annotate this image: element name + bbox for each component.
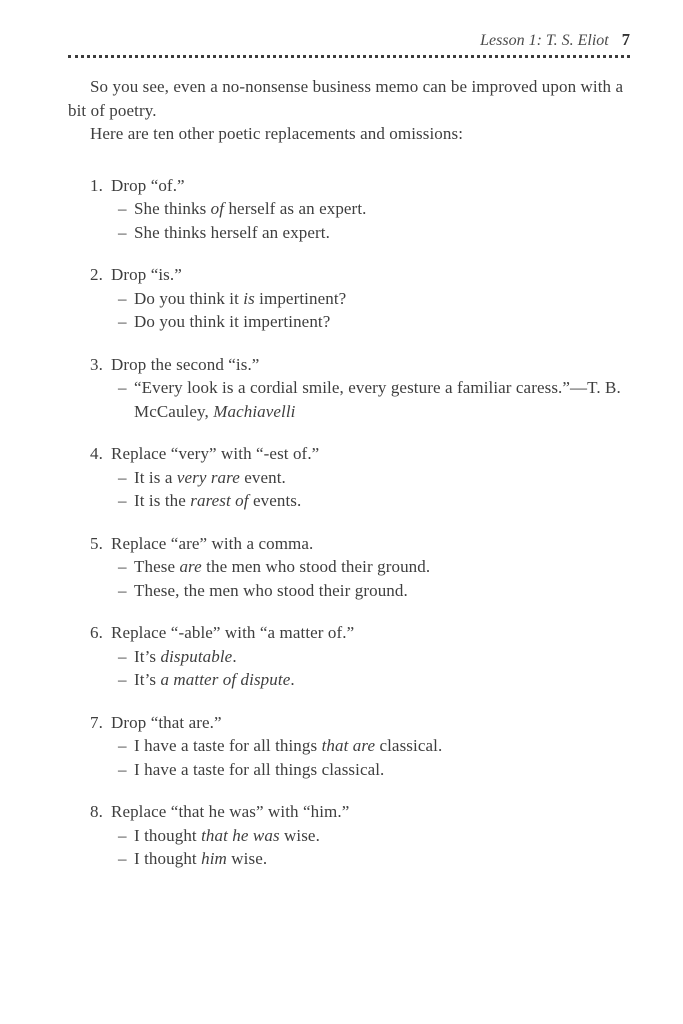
dash-glyph: –	[118, 288, 127, 308]
dash-glyph: –	[118, 222, 127, 242]
example-line	[90, 555, 630, 579]
dash-glyph: –	[118, 557, 127, 576]
list-item	[68, 800, 630, 871]
example-text: It is a very rare event.	[134, 467, 286, 487]
item-number: 2.	[90, 265, 103, 284]
item-title-row	[90, 800, 630, 824]
running-head	[68, 30, 630, 50]
example-text: Do you think it is impertinent?	[134, 288, 347, 308]
example-text: She thinks herself an expert.	[134, 222, 330, 242]
example-line	[90, 287, 630, 311]
dash-glyph: –	[118, 199, 127, 218]
list-item	[68, 711, 630, 782]
item-title: Replace “very” with “-est of.”	[111, 444, 320, 463]
item-number: 7.	[90, 712, 103, 732]
lesson-title: Lesson 1: T. S. Eliot	[480, 32, 609, 49]
list-item	[68, 442, 630, 513]
example-line	[90, 197, 630, 221]
example-text: I have a taste for all things that are classical.	[134, 736, 443, 755]
list-item	[68, 353, 630, 424]
list-item	[68, 174, 630, 245]
intro-paragraph: So you see, even a no-nonsense business memo can be improved upon with a bit of poetry.	[68, 77, 624, 120]
example-line	[90, 489, 630, 513]
list-item	[68, 621, 630, 692]
dash-glyph: –	[118, 825, 127, 845]
example-text: These, the men who stood their ground.	[134, 580, 408, 600]
item-number: 4.	[90, 444, 103, 463]
item-title: Drop “that are.”	[111, 712, 222, 732]
example-text: I have a taste for all things classical.	[134, 759, 385, 779]
example-line	[90, 758, 630, 782]
item-title-row	[90, 621, 630, 645]
item-title: Drop “of.”	[111, 175, 185, 195]
example-text: These are the men who stood their ground.	[134, 557, 431, 576]
example-text: “Every look is a cordial smile, every gesture a familiar caress.”—T. B. McCauley, Machiavelli	[134, 378, 621, 421]
dash-glyph: –	[118, 759, 127, 779]
dash-glyph: –	[118, 467, 127, 487]
example-text: She thinks of herself as an expert.	[134, 199, 367, 218]
intro-paragraph: Here are ten other poetic replacements and omissions:	[90, 124, 464, 143]
example-text: I thought him wise.	[134, 849, 268, 868]
item-title: Drop “is.”	[111, 265, 182, 284]
item-title-row	[90, 442, 630, 466]
item-title: Replace “are” with a comma.	[111, 533, 314, 553]
list-item	[68, 263, 630, 334]
example-line	[90, 221, 630, 245]
intro-section	[68, 75, 630, 146]
dash-glyph: –	[118, 312, 127, 331]
example-line	[90, 734, 630, 758]
example-line	[90, 668, 630, 692]
item-title-row	[90, 532, 630, 556]
dash-glyph: –	[118, 580, 127, 600]
example-text: It’s a matter of dispute.	[134, 670, 295, 689]
item-number: 3.	[90, 354, 103, 374]
dash-glyph: –	[118, 736, 127, 755]
example-text: It’s disputable.	[134, 646, 237, 666]
item-title-row	[90, 174, 630, 198]
example-text: I thought that he was wise.	[134, 825, 320, 845]
body-text	[68, 75, 630, 871]
example-line	[90, 579, 630, 603]
dotted-rule	[68, 55, 630, 58]
example-line	[90, 466, 630, 490]
example-text: Do you think it impertinent?	[134, 312, 331, 331]
example-line	[90, 645, 630, 669]
item-title: Replace “-able” with “a matter of.”	[111, 623, 355, 642]
item-number: 8.	[90, 802, 103, 821]
example-text: It is the rarest of events.	[134, 491, 302, 510]
item-number: 6.	[90, 623, 103, 642]
dash-glyph: –	[118, 378, 127, 397]
item-title: Replace “that he was” with “him.”	[111, 802, 350, 821]
dash-glyph: –	[118, 491, 127, 510]
item-number: 1.	[90, 175, 103, 195]
example-line	[90, 847, 630, 871]
dash-glyph: –	[118, 646, 127, 666]
numbered-list	[68, 174, 630, 871]
page-number: 7	[621, 30, 630, 49]
example-line	[90, 376, 630, 423]
item-title-row	[90, 711, 630, 735]
item-title-row	[90, 353, 630, 377]
item-title-row	[90, 263, 630, 287]
item-title: Drop the second “is.”	[111, 354, 260, 374]
dash-glyph: –	[118, 849, 127, 868]
example-line	[90, 824, 630, 848]
example-line	[90, 310, 630, 334]
item-number: 5.	[90, 533, 103, 553]
dash-glyph: –	[118, 670, 127, 689]
list-item	[68, 532, 630, 603]
